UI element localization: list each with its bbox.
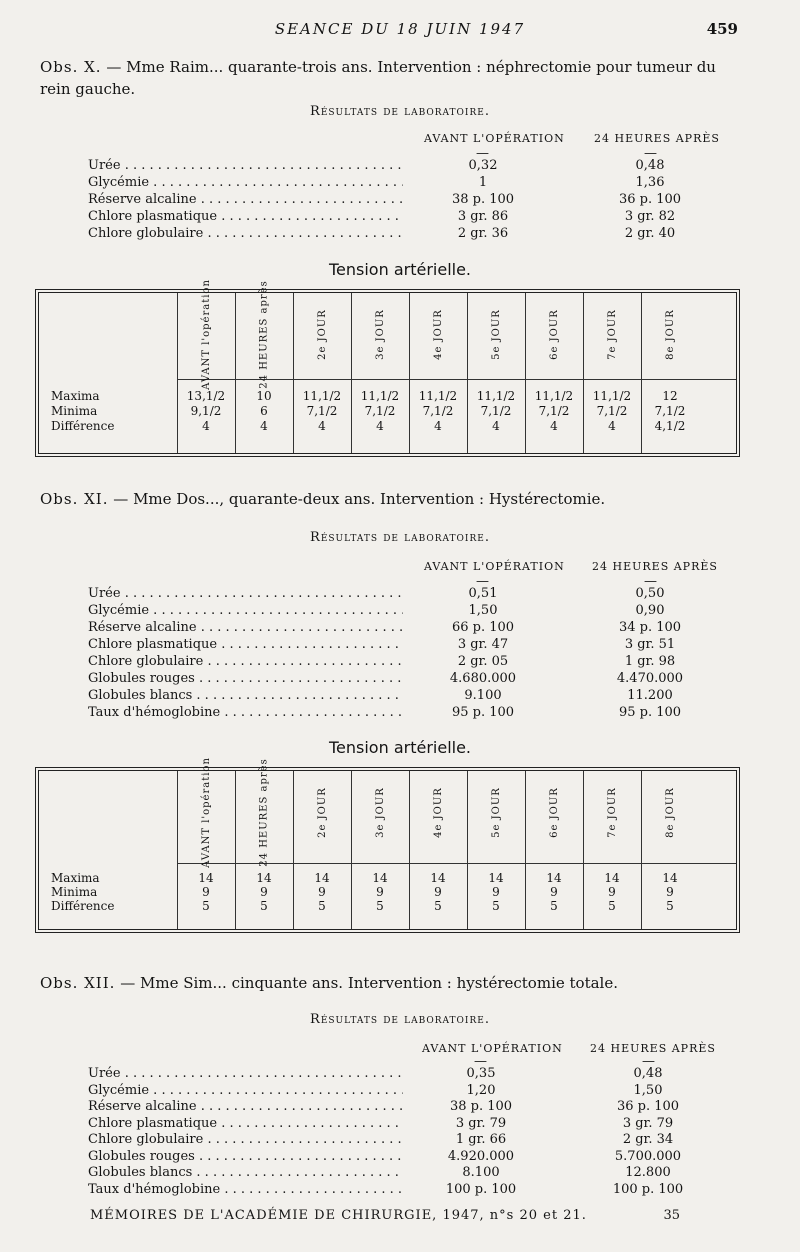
lab-row-label: Urée . . . — [88, 586, 403, 601]
lab-row-label: Glycémie . . . — [88, 175, 403, 190]
tension-cell: 14 — [604, 871, 620, 885]
lab-value-after: 4.470.000 — [616, 671, 684, 686]
tension-row-label: Différence — [51, 899, 115, 913]
tension-cell: 7,1/2 — [654, 404, 686, 418]
obs12-dash-before: — — [474, 1054, 487, 1069]
obs10-lab-title: Résultats de laboratoire. — [310, 104, 490, 119]
tension-cell: 6 — [260, 404, 268, 418]
tension-cell: 14 — [546, 871, 562, 885]
tension-cell: 9 — [666, 885, 674, 899]
lab-value-before: 38 p. 100 — [451, 192, 515, 207]
tension-cell: 9,1/2 — [190, 404, 222, 418]
lab-row-label: Réserve alcaline . . . — [88, 192, 403, 207]
obs12-dash-after: — — [642, 1054, 655, 1069]
tension-col-header-text: 2e JOUR — [316, 308, 328, 360]
lab-value-after: 3 gr. 82 — [624, 209, 676, 224]
lab-value-after: 1 gr. 98 — [624, 654, 676, 669]
tension-cell: 14 — [430, 871, 446, 885]
lab-value-before: 4.680.000 — [449, 671, 517, 686]
obs10-dash-before: — — [476, 146, 489, 161]
tension-cell: 10 — [256, 389, 272, 403]
lab-value-before: 2 gr. 05 — [457, 654, 509, 669]
obs11-title — [40, 490, 605, 508]
tension-cell: 11,1/2 — [302, 389, 342, 403]
lab-value-before: 3 gr. 47 — [457, 637, 509, 652]
lab-value-after: 0,48 — [635, 158, 665, 173]
tension-col-header — [178, 756, 234, 868]
tension-cell: 12 — [662, 389, 678, 403]
lab-value-before: 0,32 — [468, 158, 498, 173]
obs10-col-after: 24 HEURES APRÈS — [594, 132, 720, 145]
tension-col-header-text: AVANT l'opération — [200, 756, 212, 868]
tension-cell: 5 — [550, 899, 558, 913]
obs10-prefix: Obs. X. — [40, 58, 102, 76]
page-number: 459 — [706, 20, 738, 38]
obs10-title — [40, 58, 716, 76]
lab-value-after: 1,50 — [633, 1082, 663, 1098]
lab-value-before: 3 gr. 86 — [457, 209, 509, 224]
tension-col-header-text: 8e JOUR — [664, 308, 676, 360]
obs10-tension-table — [38, 278, 737, 454]
tension-col-header — [526, 777, 582, 847]
tension-cell: 14 — [662, 871, 678, 885]
lab-value-after: 3 gr. 79 — [622, 1115, 674, 1131]
lab-value-before: 3 gr. 79 — [455, 1115, 507, 1131]
obs11-prefix: Obs. XI. — [40, 490, 109, 508]
tension-cell: 4 — [318, 419, 326, 433]
lab-value-before: 9.100 — [464, 688, 502, 703]
lab-row-label: Globules rouges . . . — [88, 671, 403, 686]
lab-row-label: Chlore globulaire . . . — [88, 654, 403, 669]
tension-row-label: Minima — [51, 885, 98, 899]
tension-cell: 11,1/2 — [418, 389, 458, 403]
obs12-lab-title: Résultats de laboratoire. — [310, 1012, 490, 1027]
tension-cell: 11,1/2 — [592, 389, 632, 403]
lab-value-after: 0,48 — [633, 1066, 663, 1081]
tension-cell: 14 — [372, 871, 388, 885]
obs12-col-after: 24 HEURES APRÈS — [590, 1042, 716, 1055]
tension-col-header — [294, 299, 350, 369]
lab-value-before: 38 p. 100 — [449, 1099, 513, 1114]
lab-value-before: 1,20 — [466, 1082, 496, 1098]
lab-value-after: 12.800 — [625, 1165, 671, 1180]
obs10-col-before: AVANT L'OPÉRATION — [424, 132, 565, 145]
tension-cell: 5 — [492, 899, 500, 913]
obs11-tension-table — [38, 756, 737, 930]
tension-cell: 9 — [318, 885, 326, 899]
tension-cell: 14 — [198, 871, 214, 885]
tension-cell: 4,1/2 — [654, 419, 686, 433]
lab-value-before: 95 p. 100 — [451, 705, 515, 720]
tension-col-header-text: 6e JOUR — [548, 786, 560, 838]
tension-col-header — [410, 299, 466, 369]
tension-cell: 9 — [260, 885, 268, 899]
lab-value-before: 8.100 — [462, 1165, 500, 1180]
lab-row-label: Réserve alcaline . . . — [88, 620, 403, 635]
tension-col-header-text: 5e JOUR — [490, 308, 502, 360]
tension-cell: 4 — [434, 419, 442, 433]
tension-cell: 11,1/2 — [476, 389, 516, 403]
obs11-dash-before: — — [476, 574, 489, 589]
running-header: SEANCE DU 18 JUIN 1947 — [274, 20, 526, 38]
tension-col-header-text: 2e JOUR — [316, 786, 328, 838]
tension-cell: 9 — [608, 885, 616, 899]
tension-col-header-text: 7e JOUR — [606, 308, 618, 360]
obs10-dash-after: — — [644, 146, 657, 161]
tension-cell: 7,1/2 — [596, 404, 628, 418]
obs12-col-before: AVANT L'OPÉRATION — [422, 1042, 563, 1055]
lab-value-after: 5.700.000 — [614, 1148, 682, 1164]
tension-col-header — [526, 299, 582, 369]
lab-value-before: 1 gr. 66 — [455, 1132, 507, 1147]
obs12-prefix: Obs. XII. — [40, 974, 116, 992]
tension-col-header — [294, 777, 350, 847]
obs11-col-after: 24 HEURES APRÈS — [592, 560, 718, 573]
tension-cell: 5 — [318, 899, 326, 913]
tension-cell: 7,1/2 — [480, 404, 512, 418]
obs10-line1: — Mme Raim... quarante-trois ans. Intervention : néphrectomie pour tumeur du — [106, 58, 716, 76]
tension-cell: 9 — [434, 885, 442, 899]
tension-cell: 4 — [202, 419, 210, 433]
lab-value-after: 2 gr. 34 — [622, 1132, 674, 1147]
footer-page-number: 35 — [663, 1208, 680, 1223]
tension-col-header — [236, 279, 292, 389]
tension-row-label: Maxima — [51, 389, 100, 403]
tension-col-header — [584, 777, 640, 847]
lab-value-after: 2 gr. 40 — [624, 226, 676, 241]
lab-value-before: 66 p. 100 — [451, 620, 515, 635]
lab-row-label: Globules rouges . . . — [88, 1149, 403, 1164]
lab-value-after: 1,36 — [635, 175, 665, 190]
tension-col-header — [178, 278, 234, 390]
tension-col-header — [410, 777, 466, 847]
lab-row-label: Glycémie . . . — [88, 603, 403, 618]
tension-col-header — [236, 757, 292, 867]
tension-col-header — [642, 299, 698, 369]
tension-cell: 11,1/2 — [534, 389, 574, 403]
lab-value-after: 0,50 — [635, 586, 665, 601]
lab-value-after: 0,90 — [635, 603, 665, 618]
obs11-line1: — Mme Dos..., quarante-deux ans. Intervention : Hystérectomie. — [113, 490, 606, 508]
lab-row-label: Chlore globulaire . . . — [88, 1132, 403, 1147]
tension-col-header-text: 6e JOUR — [548, 308, 560, 360]
tension-cell: 5 — [608, 899, 616, 913]
tension-cell: 4 — [608, 419, 616, 433]
obs11-tension-title: Tension artérielle. — [328, 738, 472, 757]
tension-col-header-text: 24 HEURES après — [258, 757, 270, 867]
tension-col-header-text: 3e JOUR — [374, 786, 386, 838]
tension-cell: 5 — [202, 899, 210, 913]
tension-cell: 7,1/2 — [422, 404, 454, 418]
tension-col-header-text: 4e JOUR — [432, 308, 444, 360]
tension-cell: 4 — [550, 419, 558, 433]
tension-col-header — [352, 777, 408, 847]
tension-row-label: Différence — [51, 419, 115, 433]
obs12-line1: — Mme Sim... cinquante ans. Intervention : hystérectomie totale. — [120, 974, 618, 992]
tension-cell: 5 — [376, 899, 384, 913]
tension-col-header-text: 4e JOUR — [432, 786, 444, 838]
lab-value-before: 100 p. 100 — [445, 1181, 517, 1197]
tension-cell: 9 — [550, 885, 558, 899]
lab-value-before: 1,50 — [468, 603, 498, 618]
lab-value-before: 0,35 — [466, 1066, 496, 1081]
lab-row-label: Glycémie . . . — [88, 1083, 403, 1098]
tension-col-header-text: 7e JOUR — [606, 786, 618, 838]
tension-cell: 9 — [202, 885, 210, 899]
lab-row-label: Urée . . . — [88, 1066, 403, 1081]
lab-row-label: Chlore plasmatique . . . — [88, 209, 403, 224]
tension-col-header — [468, 777, 524, 847]
tension-row-label: Maxima — [51, 871, 100, 885]
tension-col-header-text: 5e JOUR — [490, 786, 502, 838]
tension-cell: 14 — [256, 871, 272, 885]
lab-value-after: 34 p. 100 — [618, 620, 682, 635]
lab-row-label: Globules blancs . . . — [88, 1165, 403, 1180]
lab-row-label: Chlore plasmatique . . . — [88, 637, 403, 652]
tension-cell: 5 — [434, 899, 442, 913]
tension-col-header — [642, 777, 698, 847]
tension-cell: 14 — [314, 871, 330, 885]
lab-value-before: 1 — [478, 175, 488, 190]
lab-row-label: Réserve alcaline . . . — [88, 1099, 403, 1114]
tension-col-header-text: AVANT l'opération — [200, 278, 212, 390]
obs11-col-before: AVANT L'OPÉRATION — [424, 560, 565, 573]
tension-cell: 11,1/2 — [360, 389, 400, 403]
lab-value-after: 11.200 — [627, 688, 673, 703]
tension-col-header-text: 3e JOUR — [374, 308, 386, 360]
lab-value-after: 36 p. 100 — [618, 192, 682, 207]
tension-col-header — [468, 299, 524, 369]
tension-cell: 4 — [376, 419, 384, 433]
tension-cell: 4 — [260, 419, 268, 433]
tension-cell: 13,1/2 — [186, 389, 226, 403]
lab-row-label: Chlore globulaire . . . — [88, 226, 403, 241]
lab-value-before: 4.920.000 — [447, 1148, 515, 1164]
tension-col-header-text: 24 HEURES après — [258, 279, 270, 389]
tension-cell: 7,1/2 — [364, 404, 396, 418]
tension-cell: 7,1/2 — [538, 404, 570, 418]
tension-row-label: Minima — [51, 404, 98, 418]
lab-row-label: Taux d'hémoglobine . . . — [88, 705, 403, 720]
lab-row-label: Globules blancs . . . — [88, 688, 403, 703]
lab-row-label: Urée . . . — [88, 158, 403, 173]
tension-cell: 5 — [666, 899, 674, 913]
obs12-title — [40, 974, 618, 992]
lab-value-after: 3 gr. 51 — [624, 637, 676, 652]
tension-cell: 4 — [492, 419, 500, 433]
tension-col-header — [352, 299, 408, 369]
tension-cell: 9 — [492, 885, 500, 899]
lab-row-label: Chlore plasmatique . . . — [88, 1116, 403, 1131]
lab-value-after: 36 p. 100 — [616, 1099, 680, 1114]
tension-cell: 7,1/2 — [306, 404, 338, 418]
lab-value-before: 2 gr. 36 — [457, 226, 509, 241]
lab-row-label: Taux d'hémoglobine . . . — [88, 1182, 403, 1197]
lab-value-before: 0,51 — [468, 586, 498, 601]
obs10-tension-title: Tension artérielle. — [328, 260, 472, 279]
tension-cell: 5 — [260, 899, 268, 913]
lab-value-after: 100 p. 100 — [612, 1181, 684, 1197]
tension-col-header — [584, 299, 640, 369]
tension-col-header-text: 8e JOUR — [664, 786, 676, 838]
lab-value-after: 95 p. 100 — [618, 705, 682, 720]
obs10-line2: rein gauche. — [40, 80, 136, 98]
tension-cell: 9 — [376, 885, 384, 899]
obs11-dash-after: — — [644, 574, 657, 589]
obs11-lab-title: Résultats de laboratoire. — [310, 530, 490, 545]
footer-journal: MÉMOIRES DE L'ACADÉMIE DE CHIRURGIE, 1947, n°s 20 et 21. — [90, 1208, 587, 1223]
tension-cell: 14 — [488, 871, 504, 885]
